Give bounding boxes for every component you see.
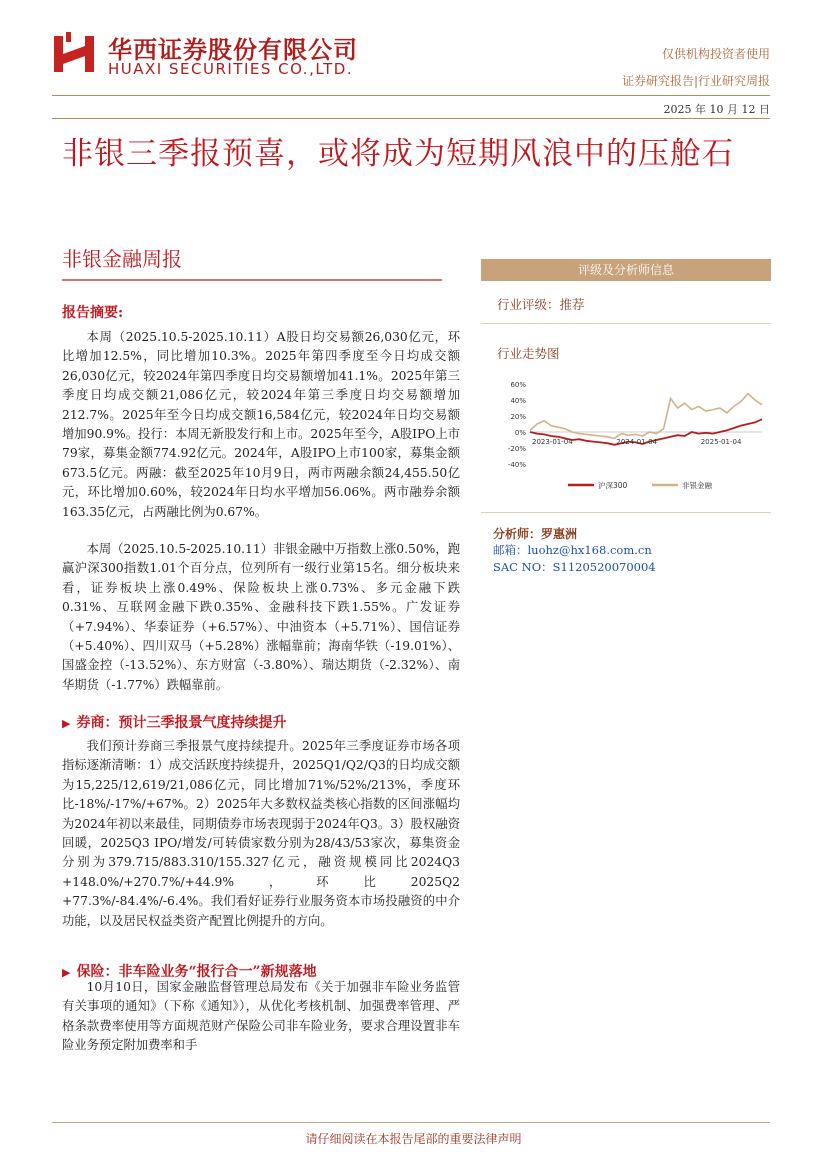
insurance-paragraph: 10月10日，国家金融监督管理总局发布《关于加强非车险业务监管有关事项的通知》（下称《通知》），从优化考核机制、加强费率管理、严格条款费率使用等方面规范财产保险公司非车险业务，要求合理设置非车险业务预定附加费率和手	[62, 980, 460, 1053]
x-tick-label: 2025-01-04	[700, 438, 742, 446]
legend-label: 沪深300	[598, 481, 628, 490]
broker-heading-text: 券商：预计三季报景气度持续提升	[76, 715, 287, 731]
company-name-cn: 华西证券股份有限公司	[108, 36, 358, 64]
y-tick-label: 40%	[510, 397, 526, 405]
header-divider	[52, 95, 770, 96]
sidebar-divider	[481, 323, 771, 324]
broker-section-heading	[62, 712, 286, 732]
report-date: 2025 年 10 月 12 日	[663, 103, 770, 116]
legal-footer: 请仔细阅读在本报告尾部的重要法律声明	[305, 1132, 522, 1146]
triangle-bullet-icon: ▶	[62, 717, 71, 730]
x-tick-label: 2024-01-04	[616, 438, 658, 446]
report-title: 非银三季报预喜，或将成为短期风浪中的压舱石	[62, 136, 734, 172]
industry-trend-chart	[500, 378, 770, 490]
legend-label: 非银金融	[682, 481, 712, 490]
footer-divider	[52, 1122, 770, 1123]
y-tick-label: 20%	[510, 413, 526, 421]
rating-info-bar: 评级及分析师信息	[481, 259, 771, 281]
summary-paragraph-2: 本周（2025.10.5-2025.10.11）非银金融中万指数上涨0.50%，跑赢沪深300指数1.01个百分点，位列所有一级行业第15名。细分板块来看，证券板块上涨0.49%、保险板块上涨0.73%、多元金融下跌0.31%、互联网金融下跌0.35%、金融科技下跌1.55%。广发证券（+7.94%）、华泰证券（+6.57%）、中油资本（+5.71%）、国信证券（+5.40%）、四川双马（+5.28%）涨幅靠前；海南华铁（-19.01%）、国盛金控（-13.52%）、东方财富（-3.80%）、瑞达期货（-2.32%）、南华期货（-1.77%）跌幅靠前。	[62, 542, 460, 692]
y-tick-label: -40%	[507, 461, 526, 469]
subtitle-underline	[62, 279, 442, 281]
analyst-name: 分析师：罗惠洲	[493, 527, 578, 541]
audience-note: 仅供机构投资者使用	[661, 47, 770, 61]
industry-rating: 行业评级：推荐	[497, 297, 585, 312]
broker-paragraph: 我们预计券商三季报景气度持续提升。2025年三季度证券市场各项指标逐渐清晰：1）成交活跃度持续提升，2025Q1/Q2/Q3的日均成交额为15,225/12,619/21,086亿元，同比增加71%/52%/213%，季度环比-18%/-17%/+67%。2）2025年大多数权益类核心指数的区间涨幅均为2024年初以来最佳，同期债券市场表现弱于2024年Q3。3）股权融资回暖，2025Q3 IPO/增发/可转债家数分别为28/43/53家次，募集资金分别为379.715/883.310/155.327亿元，融资规模同比2024Q3 +148.0%/+270.7%/+44.9%，环比2025Q2 +77.3%/-84.4%/-6.4%。我们看好证券行业服务资本市场投融资的中介功能，以及居民权益类资产配置比例提升的方向。	[62, 739, 460, 928]
y-tick-label: -20%	[507, 445, 526, 453]
header-divider-2	[52, 118, 770, 119]
trend-chart-title: 行业走势图	[497, 346, 560, 361]
y-tick-label: 60%	[510, 381, 526, 389]
summary-heading: 报告摘要:	[62, 305, 124, 321]
analyst-sac-number: SAC NO：S1120520070004	[493, 560, 656, 574]
report-kind: 证券研究报告|行业研究周报	[621, 74, 770, 88]
company-name-en: HUAXI SECURITIES CO.,LTD.	[108, 60, 354, 78]
company-logo-icon	[52, 32, 96, 74]
sidebar-divider	[481, 512, 771, 513]
series-line-nonbank	[530, 394, 762, 439]
x-tick-label: 2023-01-04	[532, 438, 573, 446]
y-tick-label: 0%	[514, 429, 526, 437]
summary-paragraph-1: 本周（2025.10.5-2025.10.11）A股日均交易额26,030亿元，环比增加12.5%，同比增加10.3%。2025年第四季度至今日均成交额26,030亿元，较2024年第四季度日均交易额增加41.1%。2025年第三季度日均成交额21,086亿元，较2024年第三季度日均交易额增加212.7%。2025年至今日均成交额16,584亿元，较2024年日均交易额增加90.9%。投行：本周无新股发行和上市。2025年至今，A股IPO上市79家，募集金额774.92亿元。2024年，A股IPO上市100家，募集金额673.5亿元。两融：截至2025年10月9日，两市两融余额24,455.50亿元，环比增加0.60%，较2024年日均水平增加56.06%。两市融券余额163.35亿元，占两融比例为0.67%。	[62, 330, 460, 519]
insurance-heading-text: 保险：非车险业务“报行合一”新规落地	[76, 964, 317, 980]
analyst-email: 邮箱：luohz@hx168.com.cn	[493, 543, 652, 557]
triangle-bullet-icon: ▶	[62, 966, 71, 979]
report-subtitle: 非银金融周报	[62, 247, 182, 271]
